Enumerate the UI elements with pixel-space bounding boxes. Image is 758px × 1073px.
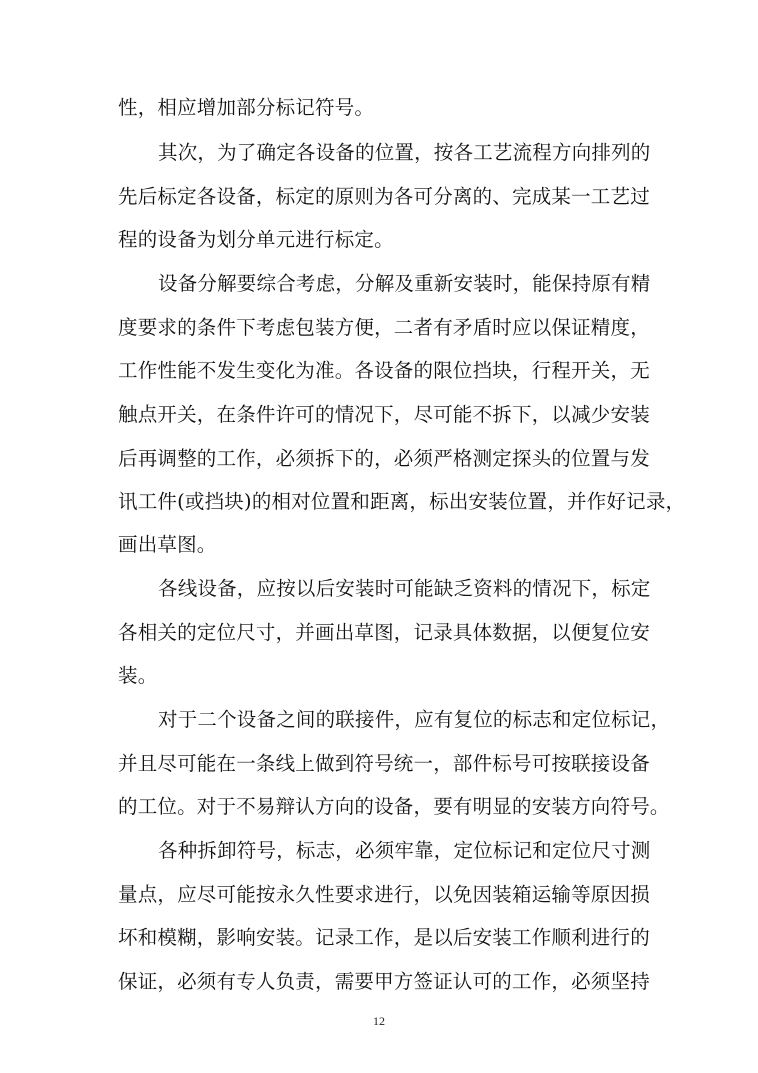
text-line: 各相关的定位尺寸，并画出草图，记录具体数据，以便复位安	[118, 621, 650, 644]
text-line: 各种拆卸符号，标志，必须牢靠，定位标记和定位尺寸测	[158, 839, 651, 862]
text-line: 工作性能不发生变化为准。各设备的限位挡块，行程开关，无	[118, 359, 650, 382]
page-number: 12	[373, 1014, 385, 1028]
text-line: 触点开关，在条件许可的情况下，尽可能不拆下，以减少安装	[118, 403, 650, 426]
text-line: 装。	[118, 664, 158, 687]
text-line: 先后标定各设备，标定的原则为各可分离的、完成某一工艺过	[118, 185, 650, 208]
text-line: 各线设备，应按以后安装时可能缺乏资料的情况下，标定	[158, 577, 651, 600]
text-line: 后再调整的工作，必须拆下的，必须严格测定探头的位置与发	[118, 447, 650, 470]
text-line: 讯工件(或挡块)的相对位置和距离，标出安装位置，并作好记录，	[118, 490, 686, 513]
text-line: 画出草图。	[118, 533, 217, 556]
text-line: 坏和模糊，影响安装。记录工作，是以后安装工作顺利进行的	[118, 926, 650, 949]
text-line: 对于二个设备之间的联接件，应有复位的标志和定位标记，	[158, 708, 671, 731]
text-line: 度要求的条件下考虑包装方便，二者有矛盾时应以保证精度，	[118, 316, 650, 339]
text-line: 保证，必须有专人负责，需要甲方签证认可的工作，必须坚持	[118, 970, 650, 993]
text-line: 设备分解要综合考虑，分解及重新安装时，能保持原有精	[158, 272, 651, 295]
text-line: 的工位。对于不易辩认方向的设备，要有明显的安装方向符号。	[118, 795, 670, 818]
text-line: 程的设备为划分单元进行标定。	[118, 228, 394, 251]
text-line: 其次，为了确定各设备的位置，按各工艺流程方向排列的	[158, 141, 651, 164]
text-line: 性，相应增加部分标记符号。	[118, 96, 375, 119]
text-line: 并且尽可能在一条线上做到符号统一，部件标号可按联接设备	[118, 752, 650, 775]
text-line: 量点，应尽可能按永久性要求进行，以免因装箱运输等原因损	[118, 883, 650, 906]
